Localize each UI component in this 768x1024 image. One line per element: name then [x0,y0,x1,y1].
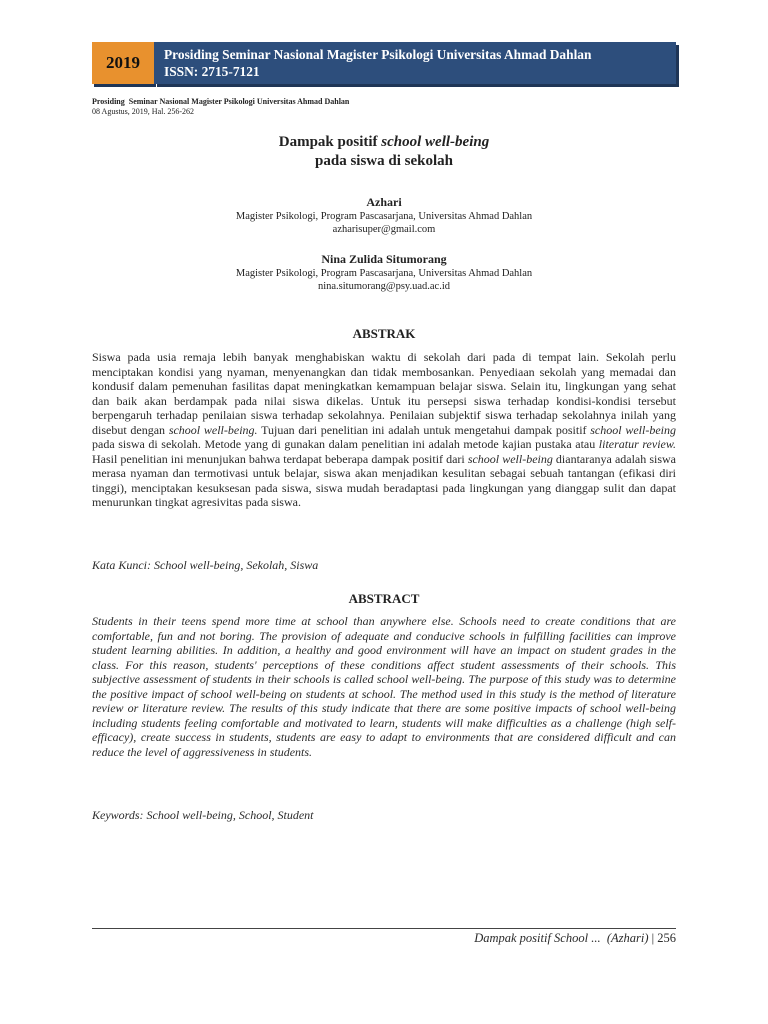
footer-rule [92,928,676,929]
page-footer [474,931,676,946]
abstrak-text: diantaranya adalah siswa merasa nyaman dan termotivasi untuk belajar, siswa akan menjadikan kesulitan sebagai sebuah tantangan (efikasi diri tinggi), menciptakan kesuksesan pada siswa, siswa mudah beradaptasi pada lingkungan yang dianggap sulit dan dapat menurunkan tingkat agresivitas pada siswa. [92,451,676,509]
author-affiliation: Magister Psikologi, Program Pascasarjana, Universitas Ahmad Dahlan [235,268,533,279]
author-name: Nina Zulida Situmorang [321,252,447,266]
issn: ISSN: 2715-7121 [164,64,260,79]
author-block [92,251,676,293]
abstrak-italic-term: literatur review. [598,437,676,451]
abstract-heading: ABSTRACT [348,591,420,606]
proceedings-banner [154,42,676,84]
paper-title [92,133,676,171]
year-badge: 2019 [92,42,154,84]
author-name: Azhari [366,195,402,209]
abstrak-body [92,350,676,510]
author-affiliation: Magister Psikologi, Program Pascasarjana, Universitas Ahmad Dahlan [235,211,533,222]
abstrak-text: Hasil penelitian ini menunjukan bahwa terdapat beberapa dampak positif dari [92,451,468,466]
author-block [92,194,676,236]
header-banner [92,42,676,84]
abstrak-heading: ABSTRAK [352,326,416,341]
citation-meta [92,97,349,117]
running-title: Dampak positif School ... (Azhari) [474,931,649,945]
kata-kunci: Kata Kunci: School well-being, Sekolah, Siswa [92,558,319,572]
page-number: 256 [657,931,676,945]
meta-date-pages: 08 Agustus, 2019, Hal. 256-262 [92,107,194,116]
proceedings-title: Prosiding Seminar Nasional Magister Psikologi Universitas Ahmad Dahlan [164,47,592,62]
abstrak-italic-term: school well-being. [168,422,258,437]
author-email: nina.situmorang@psy.uad.ac.id [317,281,451,292]
title-line2: pada siswa di sekolah [315,153,453,169]
abstract-body: Students in their teens spend more time at school than anywhere else. Schools need to create conditions that are comfortable, fun and not boring. The provision of adequate and conducive schools in fulfilling facilities can improve student learning abilities. In addition, a healthy and good environment will have an impact on student grades in the class. For this reason, students' perceptions of these conditions affect student assessments of their schools. This subjective assessment of students in their schools is called school well-being. The purpose of this study was to determine the positive impact of school well-being on students at school. The method used in this study is the method of literature review or literature review. The results of this study indicate that there are some positive impacts of school well-being including students feeling comfortable and motivated to learn, students will make difficulties as a challenge (high self-efficacy), create success in students, students are easy to adapt to environments that are considered difficult and can reduce the level of aggressiveness in students. [92,614,676,759]
title-italic: school well-being [381,134,490,150]
keywords: Keywords: School well-being, School, Student [92,808,314,822]
abstrak-text: Siswa pada usia remaja lebih banyak menghabiskan waktu di sekolah dari pada di tempat lain. Sekolah perlu menciptakan kondisi yang nyaman, menyenangkan dan tidak membosankan. Penyediaan sekolah yang memadai dan kondusif dalam pemenuhan fasilitas dapat meningkatkan kemampuan belajar siswa. Selain itu, lingkungan yang sehat dan baik akan berdampak pada nilai siswa dikelas. Untuk itu persepsi siswa terhadap kondisi-kondisi tersebut berpengaruh terhadap penilaian siswa terhadap sekolahnya. Penilaian subjektif siswa terhadap sekolahnya inilah yang disebut dengan [92,350,676,437]
abstrak-italic-term: school well-being [467,451,553,466]
abstrak-text: pada siswa di sekolah. Metode yang di gunakan dalam penelitian ini adalah metode kajian pustaka atau [92,437,599,451]
meta-proceedings: Prosiding Seminar Nasional Magister Psikologi Universitas Ahmad Dahlan [92,97,350,106]
abstrak-text: Tujuan dari penelitian ini adalah untuk mengetahui dampak positif [257,422,591,437]
title-prefix: Dampak positif [278,134,382,150]
footer-separator: | [648,931,658,945]
author-email: azharisuper@gmail.com [332,224,436,235]
abstrak-italic-term: school well-being [590,422,676,437]
